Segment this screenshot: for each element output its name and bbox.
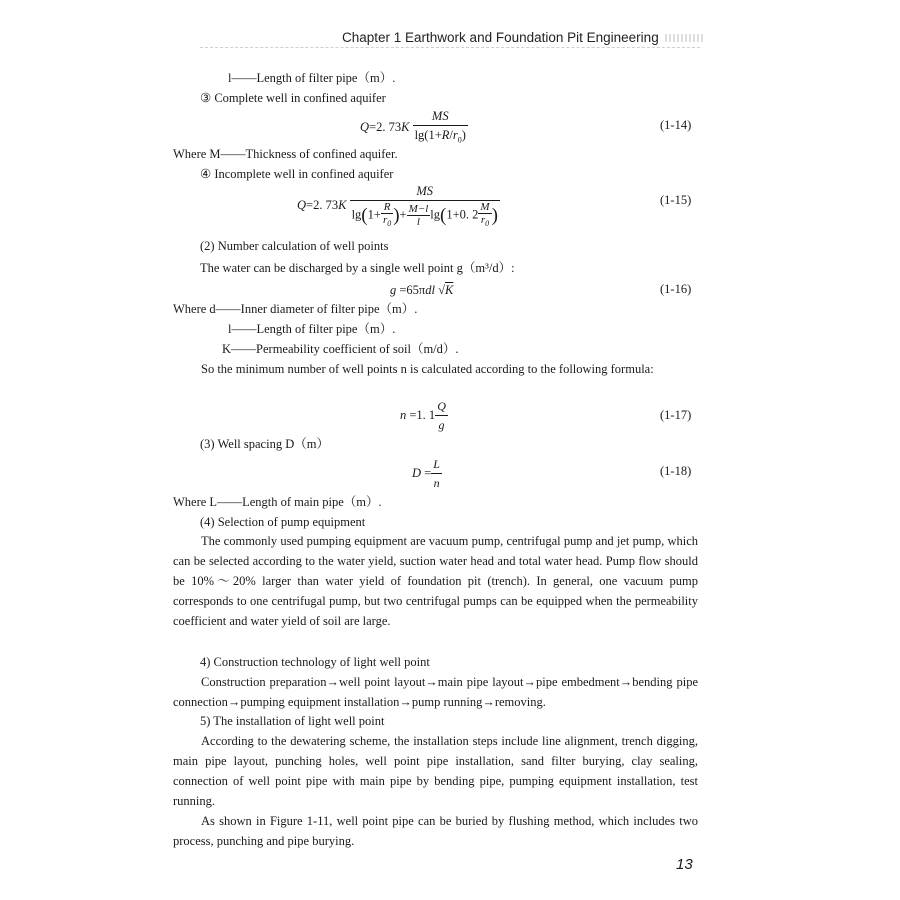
paragraph-construction-sequence: Construction preparation→well point layout→main pipe layout→pipe embedment→bending pipe connection→pumping equipment installation→pump running→removing. [173, 675, 698, 709]
single-well-discharge-text: The water can be discharged by a single well point g（m³/d）: [200, 261, 515, 275]
header-rule [200, 47, 700, 48]
equation-number: (1-16) [660, 282, 692, 296]
header-decoration [665, 34, 705, 42]
paragraph-min-well-points: So the minimum number of well points n is calculated according to the following formula: [201, 362, 654, 376]
paragraph-pump-equipment: The commonly used pumping equipment are vacuum pump, centrifugal pump and jet pump, which can be selected according to the water yield, suction water head and total water head. Pump flow should be 10%～20% larger than water yield of foundation pit (trench). In general, one vacuum pump corresponds to one centrifugal pump, but two centrifugal pumps can be equipped when the permeability coefficient and water yield of soil are large. [173, 534, 698, 628]
definition-M: Where M——Thickness of confined aquifer. [173, 147, 398, 161]
section-4-construction-heading: 4) Construction technology of light well point [200, 655, 430, 669]
section-4-heading: (4) Selection of pump equipment [200, 515, 366, 529]
equation-number: (1-17) [660, 408, 692, 422]
running-header: Chapter 1 Earthwork and Foundation Pit Engineering [342, 30, 659, 45]
equation-number: (1-15) [660, 193, 692, 207]
equation-number: (1-18) [660, 464, 692, 478]
subheading-complete-well: ③ Complete well in confined aquifer [200, 91, 386, 105]
equation-1-17: n =1. 1 $\frac{Q}{g}$ [400, 399, 446, 432]
equation-1-18: D = $\frac{L}{n}$ [412, 457, 440, 490]
definition-L: Where L——Length of main pipe（m）. [173, 495, 382, 509]
definition-K: K——Permeability coefficient of soil（m/d）. [222, 342, 459, 356]
section-5-heading: 5) The installation of light well point [200, 714, 385, 728]
equation-1-16: g =65πdl √K [390, 283, 454, 297]
equation-1-15: Q=2. 73K MS lg(1+ $\frac{R}{r_0}$ )+ $\frac{M-l}{l}$ lg(1+0. 2 $\frac{M}{r_0}$ ) [297, 184, 498, 229]
section-3-heading: (3) Well spacing D（m） [200, 437, 329, 451]
section-2-heading: (2) Number calculation of well points [200, 239, 389, 253]
definition-l-2: l——Length of filter pipe（m）. [228, 322, 396, 336]
equation-1-14: Q=2. 73K $\frac{MS}{\lg(1+R/r_0)}$ [360, 108, 468, 149]
subheading-incomplete-well: ④ Incomplete well in confined aquifer [200, 167, 394, 181]
paragraph-flushing-method: As shown in Figure 1-11, well point pipe can be buried by flushing method, which includes two process, punching and pipe burying. [173, 814, 698, 848]
definition-l: l——Length of filter pipe（m）. [228, 71, 396, 85]
page-number: 13 [676, 856, 693, 873]
equation-number: (1-14) [660, 118, 692, 132]
paragraph-installation-steps: According to the dewatering scheme, the installation steps include line alignment, trench digging, main pipe layout, punching holes, well point pipe installation, sand filter burying, clay sealing, connection of well point pipe with main pipe by bending pipe, pumping equipment installation, test running. [173, 734, 698, 808]
definition-d: Where d——Inner diameter of filter pipe（m）. [173, 302, 418, 316]
